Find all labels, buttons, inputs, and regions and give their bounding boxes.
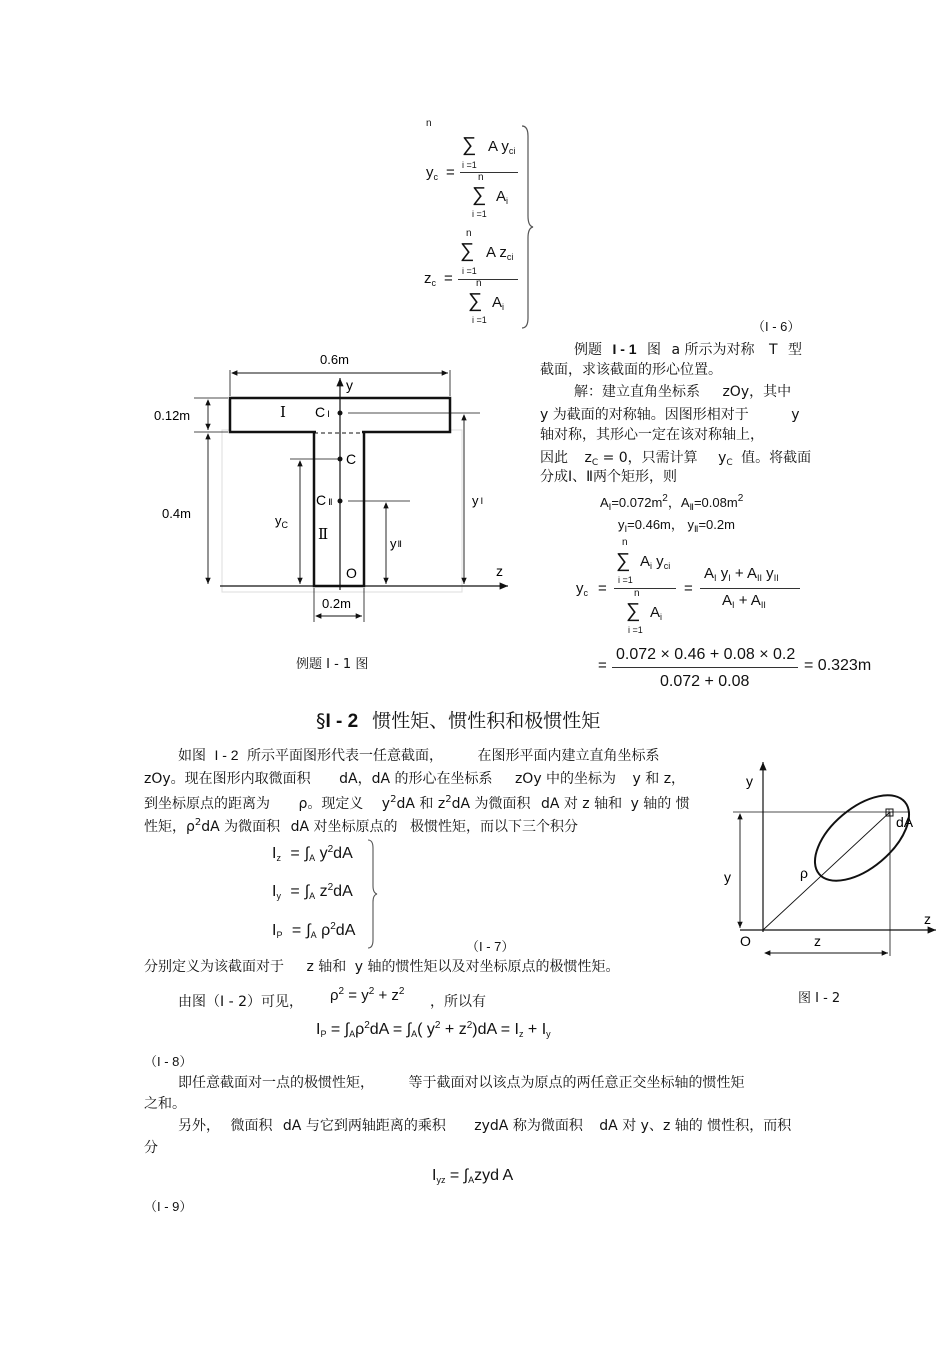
y1-label: y Ⅰ [472,493,484,508]
sum-upper-n: n [634,588,640,599]
iy-row: $I_y = \int_A$ $z^2dA$ [272,882,353,901]
example-line-2: 截面，求该截面的形心位置。 [540,362,722,378]
section-title: §I - 2 惯性矩、惯性积和极惯性矩 [316,710,601,732]
centroid-c2-dot [338,499,343,504]
calc-numeric-bar [612,667,798,668]
calc-right-numerator: $A_I$ $y_I + A_{II}$ $y_{II}$ [704,565,779,583]
eq-label-i8: （I - 8） [144,1054,193,1069]
yc-fraction-bar [460,172,518,173]
fig2-y-axis-label: y [746,773,753,789]
para2-line-2: 由图（I - 2）可见， [178,994,303,1010]
zc-denominator: $A_i$ [492,294,505,312]
yc-label: $y_C$ [275,513,288,530]
iz-row: $I_z = \int_A$ $y^2dA$ [272,844,353,863]
calc-fraction-bar [614,588,676,589]
para1-line-1: 如图 I - 2 所示平面图形代表一任意截面， 在图形平面内建立直角坐标系 [178,747,660,764]
fig2-da-label: dA [896,814,914,830]
sum-lower-i1: i =1 [462,160,477,170]
eq-label-i7: （I - 7） [466,939,515,954]
sum-symbol: ∑ [468,290,483,312]
y-axis-label: y [346,377,353,393]
sum-upper-n: n [622,537,628,548]
yc-numerator: A $y_{ci}$ [488,138,516,156]
para3-line-4: 分 [144,1140,158,1156]
yc-lhs: $y_c$ [426,164,438,182]
calc-result: = 0.323m [804,657,872,674]
sum-symbol: ∑ [460,240,475,262]
web-rect-ii [314,432,364,586]
calc-right-denominator: $A_I + A_{II}$ [722,592,766,610]
calc-eq-2: = [684,580,693,597]
areas-line: $A_Ⅰ=0.072m^2$，$A_Ⅱ=0.08m^2$ [600,493,744,512]
zc-eq: = [444,270,453,287]
rho-relation: $\rho^2 = y^2 + z^2$ [330,986,405,1004]
centroid-c1-dot [338,411,343,416]
calc-denominator: $A_i$ [650,604,663,622]
sum-lower-i1: i =1 [472,209,487,219]
width-label: 0.6m [320,352,349,367]
example-line-3: 解：建立直角坐标系 zOy，其中 [574,384,792,400]
example-line-1: 例题 I - 1 图 a 所示为对称 T 型 [574,341,802,358]
calc-numeric-denominator: 0.072 + 0.08 [660,673,750,690]
eq-label-i9: （I - 9） [144,1199,193,1214]
para1-line-3: 到坐标原点的距离为 ρ。现定义 $y^2dA$ 和 $z^2dA$ 为微面积 dA 对 z 轴和 y 轴的 惯 [144,794,690,812]
eq-label-i6: （I - 6） [752,319,801,334]
y2-label: yⅡ [390,536,402,551]
calc-right-bar [700,588,800,589]
sum-lower-i1: i =1 [462,266,477,276]
figure-i1 [150,340,530,640]
para2-suffix: ，所以有 [430,994,486,1010]
ys-line: $y_Ⅰ=0.46m$， $y_Ⅱ=0.2m$ [618,517,735,534]
sum-upper-n: n [478,172,484,183]
region-i-label: Ⅰ [280,403,286,421]
c-label: C [346,451,357,467]
region-ii-label: Ⅱ [318,525,329,543]
fig2-rho-label: ρ [800,865,808,881]
fig2-y-dim-label: y [724,869,731,885]
yc-denominator: $A_i$ [496,188,509,206]
zc-numerator: A $z_{ci}$ [486,244,514,262]
calc-eq: = [598,580,607,597]
figure-i2 [710,756,940,966]
sum-lower-i1: i =1 [618,575,633,585]
sum-symbol: ∑ [626,600,641,622]
sum-upper-n: n [476,278,482,289]
example-line-6: 因此 $z_C = 0$，只需计算 $y_C$ 值。将截面 [540,450,812,468]
height2-label: 0.4m [162,506,191,521]
example-line-7: 分成Ⅰ、Ⅱ两个矩形，则 [540,469,678,485]
sum-symbol: ∑ [472,184,487,206]
formula-i8: $I_P = \int_A\rho^2dA = \int_A$( $y^2 + z^2)dA = I_z + I_y$ [316,1020,551,1039]
yc-eq: = [446,164,455,181]
fig2-z-dim-label: z [814,933,821,949]
c1-label: C Ⅰ [315,404,330,420]
right-brace [520,124,536,330]
calc-numeric-numerator: 0.072 × 0.46 + 0.08 × 0.2 [616,646,796,663]
formula-i7-brace [366,838,380,950]
bottom-label: 0.2m [322,596,351,611]
sum-lower-i1: i =1 [472,315,487,325]
sum-lower-i1: i =1 [628,625,643,635]
origin-label: O [346,565,357,581]
figure-i1-caption: 例题 I - 1 图 [296,657,369,672]
figure-i2-caption: 图 I - 2 [798,991,841,1006]
fig2-z-axis-label: z [924,911,931,927]
z-axis-label: z [496,563,503,579]
para1-line-2: zOy。现在图形内取微面积 dA，dA 的形心在坐标系 zOy 中的坐标为 y 和 z， [144,771,686,787]
ip-row: $I_P = \int_A$ $\rho^2dA$ [272,921,356,940]
para3-line-1: 即任意截面对一点的极惯性矩， 等于截面对以该点为原点的两任意正交坐标轴的惯性矩 [178,1075,745,1091]
para1-line-4: 性矩，$\rho^2dA$ 为微面积 dA 对坐标原点的 极惯性矩，而以下三个积分 [144,817,579,835]
sum-symbol: ∑ [462,134,477,156]
zc-fraction-bar [458,279,518,280]
zc-lhs: $z_c$ [424,270,436,288]
height1-label: 0.12m [154,408,191,423]
calc-numerator: $A_i$ $y_{ci}$ [640,553,671,571]
fig2-rho-line [763,812,890,930]
para2-line-1: 分别定义为该截面对于 z 轴和 y 轴的惯性矩以及对坐标原点的极惯性矩。 [144,959,620,975]
example-line-4: y 为截面的对称轴。因图形相对于 y [540,407,800,423]
sum-upper-n: n [426,118,432,129]
para3-line-2: 之和。 [144,1096,186,1112]
fig2-origin-label: O [740,933,751,949]
c2-label: C Ⅱ [316,492,333,508]
sum-symbol: ∑ [616,550,631,572]
faint-frame [222,430,462,592]
sum-upper-n: n [466,228,472,239]
para3-line-3: 另外， 微面积 dA 与它到两轴距离的乘积 zydA 称为微面积 dA 对 y、z 轴的 惯性积，而积 [178,1118,792,1134]
calc-eq-3: = [598,657,607,674]
calc-yc: $y_c$ [576,580,588,598]
example-line-5: 轴对称，其形心一定在该对称轴上， [540,427,764,443]
formula-i9: $I_{yz} = \int_Azyd$ A [432,1167,514,1185]
